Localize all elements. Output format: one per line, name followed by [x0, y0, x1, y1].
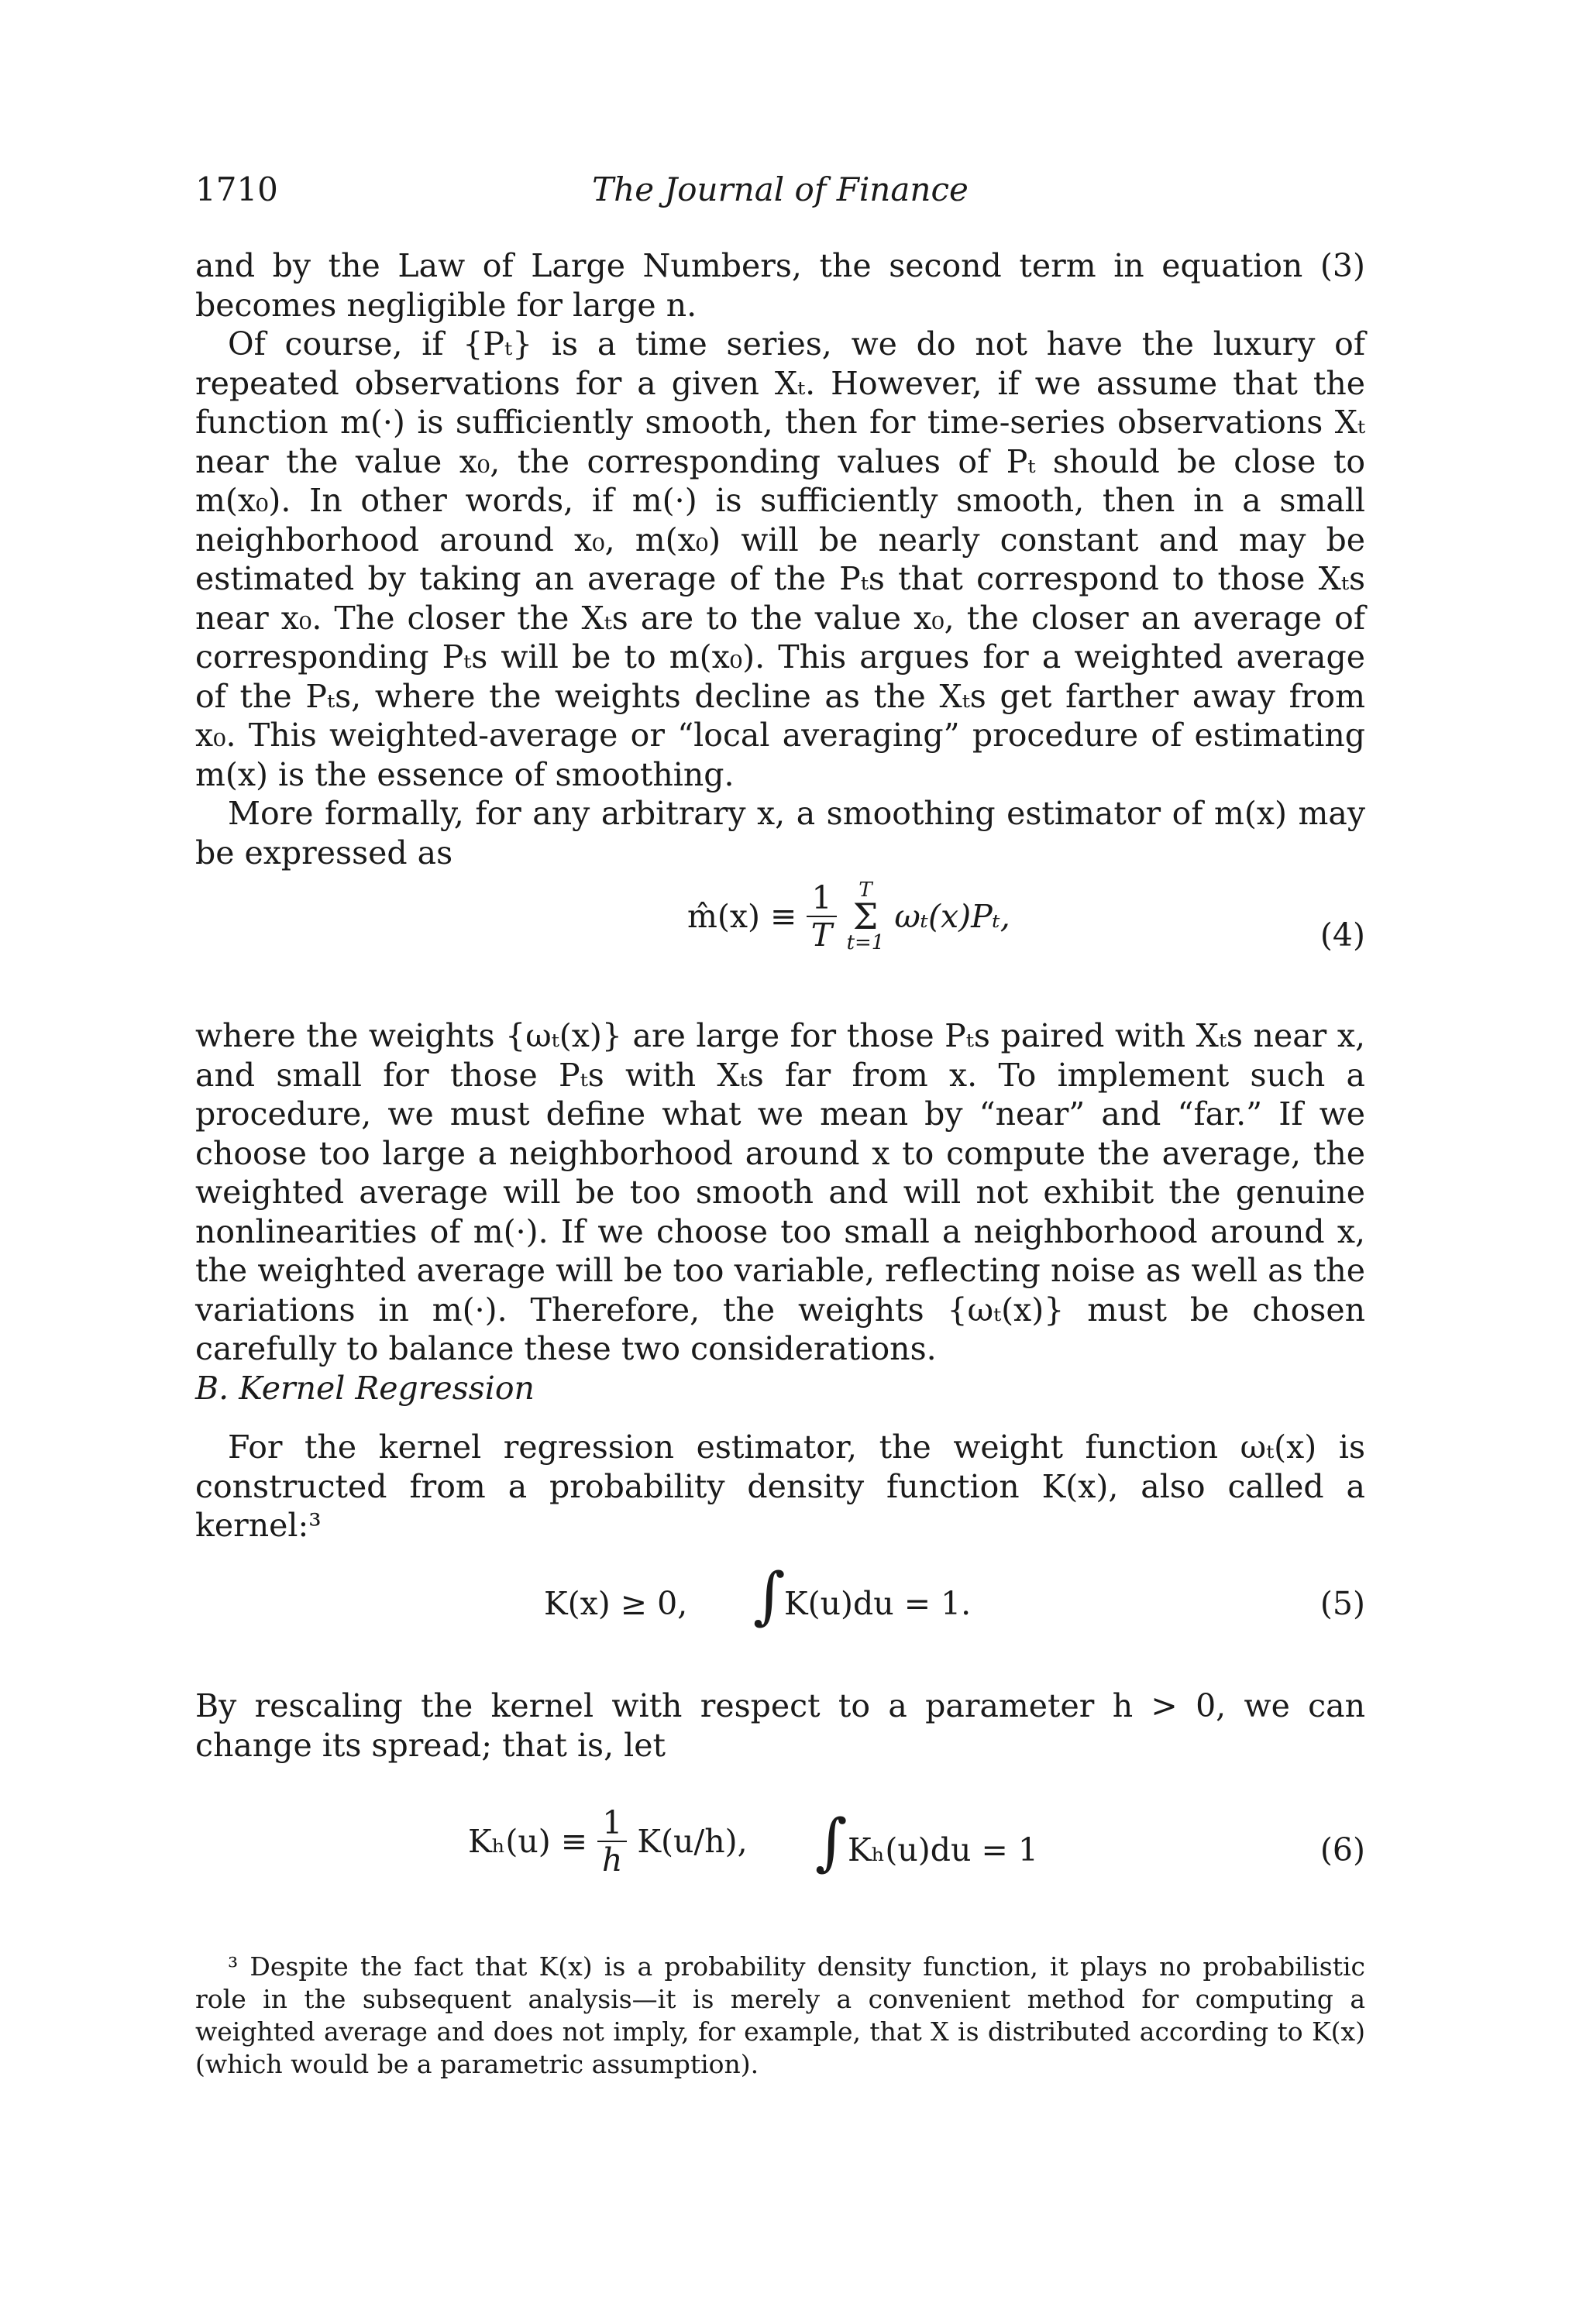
equation-6: [195, 1805, 1365, 1890]
eq4-summation: T Σ t=1: [846, 878, 885, 954]
eq6-lhs: Kₕ(u) ≡: [468, 1823, 588, 1860]
equation-5: [195, 1559, 1365, 1642]
equation-4: [195, 879, 1365, 988]
eq6-fraction: $\frac{1}{h}$: [597, 1805, 627, 1878]
paragraph-3: More formally, for any arbitrary x, a smoothing estimator of m(x) may be expressed as: [195, 795, 1365, 871]
running-header: [195, 170, 1365, 217]
section-heading: B. Kernel Regression: [195, 1370, 535, 1407]
body-kernel: [195, 1428, 1365, 1545]
eq5-integrand: K(u)du = 1.: [784, 1585, 972, 1622]
eq6-rhs: K(u/h),: [637, 1823, 748, 1860]
integral-sign: ∫: [753, 1559, 786, 1631]
body-upper: [195, 246, 1365, 872]
eq5-number: (5): [1320, 1585, 1365, 1622]
paragraph-1: and by the Law of Large Numbers, the second term in equation (3) becomes negligible for large n.: [195, 247, 1365, 324]
journal-title: The Journal of Finance: [592, 170, 969, 208]
paragraph-2: Of course, if {Pₜ} is a time series, we do not have the luxury of repeated observations for a given Xₜ. However, if we assume that the function m(·) is sufficiently smooth, then for time-series observations Xₜ near the value x₀, the corresponding values of Pₜ should be close to m(x₀). In other words, if m(·) is sufficiently smooth, then in a small neighborhood around x₀, m(x₀) will be nearly constant and may be estimated by taking an average of the Pₜs that correspond to those Xₜs near x₀. The closer the Xₜs are to the value x₀, the closer an average of corresponding Pₜs will be to m(x₀). This argues for a weighted average of the Pₜs, where the weights decline as the Xₜs get farther away from x₀. This weighted-average or “local averaging” procedure of estimating m(x) is the essence of smoothing.: [195, 325, 1365, 793]
footnote-3: ³ Despite the fact that K(x) is a probability density function, it plays no probabilistic role in the subsequent analysis—it is merely a convenient method for computing a weighted average and does not imply, for example, that X is distributed according to K(x) (which would be a parametric assumption).: [195, 1951, 1365, 2079]
eq4-fraction: $\frac{1}{T}$: [807, 880, 836, 953]
paragraph-4: where the weights {ωₜ(x)} are large for those Pₜs paired with Xₜs near x, and small for those Pₜs with Xₜs far from x. To implement such a procedure, we must define what we mean by “near” and “far.” If we choose too large a neighborhood around x to compute the average, the weighted average will be too smooth and will not exhibit the genuine nonlinearities of m(·). If we choose too small a neighborhood around x, the weighted average will be too variable, reflecting noise as well as the variations in m(·). Therefore, the weights {ωₜ(x)} must be chosen carefully to balance these two considerations.: [195, 1017, 1365, 1367]
paragraph-5: For the kernel regression estimator, the weight function ωₜ(x) is constructed from a probability density function K(x), also called a kernel:³: [195, 1428, 1365, 1544]
page-number: 1710: [195, 170, 278, 208]
integral-sign: ∫: [815, 1806, 848, 1878]
eq6-integrand: Kₕ(u)du = 1: [848, 1831, 1038, 1868]
eq4-lhs: m̂(x) ≡: [687, 898, 797, 935]
body-rescale: [195, 1686, 1365, 1765]
body-middle: [195, 1016, 1365, 1369]
paragraph-6: By rescaling the kernel with respect to a parameter h > 0, we can change its spread; that is, let: [195, 1687, 1365, 1764]
eq5-left: K(x) ≥ 0,: [544, 1585, 688, 1622]
eq4-number: (4): [1320, 916, 1365, 954]
eq6-number: (6): [1320, 1831, 1365, 1868]
eq4-rhs: ωₜ(x)Pₜ,: [894, 898, 1010, 935]
